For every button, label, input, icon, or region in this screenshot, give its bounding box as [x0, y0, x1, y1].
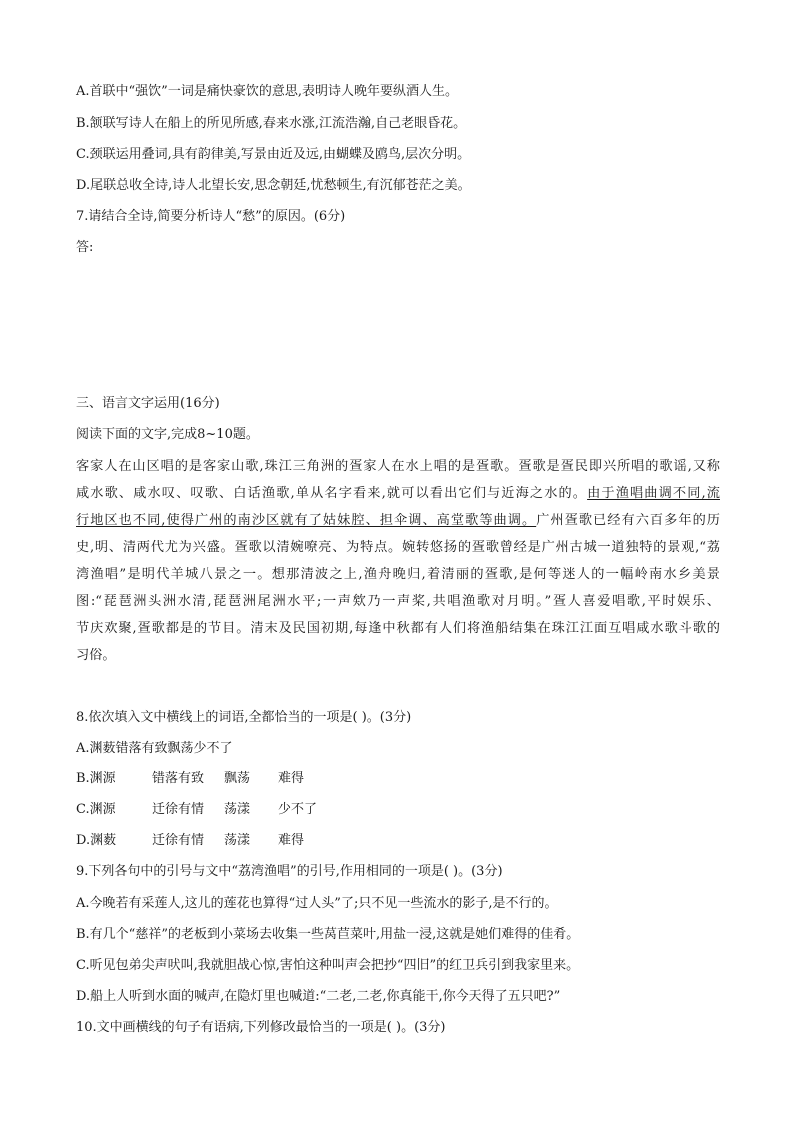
- option-cell: D.渊薮: [76, 833, 117, 848]
- q6-option-b: B.颔联写诗人在船上的所见所感,春来水涨,江流浩瀚,自己老眼昏花。: [76, 116, 467, 131]
- passage-line: 史,明、清两代尤为兴盛。疍歌以清婉嘹亮、为特点。婉转悠扬的疍歌曾经是广州古城一道独特的景观,“荔: [76, 540, 720, 555]
- option-cell: 荡漾: [224, 833, 251, 848]
- option-cell: B.渊源: [76, 771, 116, 786]
- passage-line: 习俗。: [76, 648, 116, 663]
- q8-option-a: A.渊薮错落有致飘荡少不了: [76, 741, 233, 756]
- option-cell: 难得: [278, 833, 305, 848]
- underlined-sentence: 由于渔唱曲调不同,流: [587, 486, 720, 501]
- q10-stem: 10.文中画横线的句子有语病,下列修改最恰当的一项是( )。(3分): [76, 1020, 446, 1035]
- q9-option-c: C.听见包弟尖声吠叫,我就胆战心惊,害怕这种叫声会把抄“四旧”的红卫兵引到我家里来。: [76, 958, 580, 973]
- option-cell: 难得: [278, 771, 305, 786]
- section3-instruction: 阅读下面的文字,完成8~10题。: [76, 427, 259, 442]
- passage: [76, 453, 720, 669]
- underlined-sentence: 行地区也不同,使得广州的南沙区就有了姑妹腔、担伞调、高堂歌等曲调。: [76, 513, 537, 528]
- q8-stem: 8.依次填入文中横线上的词语,全都恰当的一项是( )。(3分): [76, 710, 412, 725]
- q6-option-c: C.颈联运用叠词,具有韵律美,写景由近及远,由蝴蝶及鸥鸟,层次分明。: [76, 147, 471, 162]
- passage-line: 客家人在山区唱的是客家山歌,珠江三角洲的疍家人在水上唱的是疍歌。疍歌是疍民即兴所唱的歌谣,又称: [76, 459, 720, 474]
- q7-answer-label: 答:: [76, 240, 94, 255]
- option-cell: 迁徐有情: [152, 833, 205, 848]
- passage-line: 节庆欢聚,疍歌都是的节目。清末及民国初期,每逢中秋都有人们将渔船结集在珠江江面互唱咸水歌斗歌的: [76, 621, 720, 636]
- passage-text: 广州疍歌已经有六百多年的历: [536, 513, 720, 528]
- q6-option-d: D.尾联总收全诗,诗人北望长安,思念朝廷,忧愁顿生,有沉郁苍茫之美。: [76, 178, 471, 193]
- passage-line: 图:“琵琶洲头洲水清,琵琶洲尾洲水平;一声欸乃一声桨,共唱渔歌对月明。”疍人喜爱唱歌,平时娱乐、: [76, 594, 720, 609]
- option-cell: 少不了: [278, 802, 318, 817]
- section3-heading: 三、语言文字运用(16分): [76, 396, 220, 411]
- q6-option-a: A.首联中“强饮”一词是痛快豪饮的意思,表明诗人晚年要纵酒人生。: [76, 84, 458, 99]
- q9-option-b: B.有几个“慈祥”的老板到小菜场去收集一些莴苣菜叶,用盐一浸,这就是她们难得的佳肴。: [76, 927, 580, 942]
- q9-option-a: A.今晚若有采莲人,这儿的莲花也算得“过人头”了;只不见一些流水的影子,是不行的。: [76, 896, 558, 911]
- q9-stem: 9.下列各句中的引号与文中“荔湾渔唱”的引号,作用相同的一项是( )。(3分): [76, 864, 503, 879]
- option-cell: 迁徐有情: [152, 802, 205, 817]
- q9-option-d: D.船上人听到水面的喊声,在隐灯里也喊道:“二老,二老,你真能干,你今天得了五只吧?”: [76, 989, 561, 1004]
- passage-line: 湾渔唱”是明代羊城八景之一。想那清波之上,渔舟晚归,着清丽的疍歌,是何等迷人的一幅岭南水乡美景: [76, 567, 720, 582]
- q8-option-b: [76, 770, 304, 788]
- passage-text: 咸水歌、咸水叹、叹歌、白话渔歌,单从名字看来,就可以看出它们与近海之水的。: [76, 486, 588, 501]
- option-cell: C.渊源: [76, 802, 116, 817]
- passage-line: [76, 507, 720, 534]
- option-cell: 错落有致: [152, 771, 205, 786]
- q8-option-d: [76, 832, 304, 850]
- passage-line: [76, 480, 720, 507]
- option-cell: 飘荡: [224, 771, 251, 786]
- option-cell: 荡漾: [224, 802, 251, 817]
- q7-stem: 7.请结合全诗,简要分析诗人“愁”的原因。(6分): [76, 209, 346, 224]
- q8-option-c: [76, 801, 317, 819]
